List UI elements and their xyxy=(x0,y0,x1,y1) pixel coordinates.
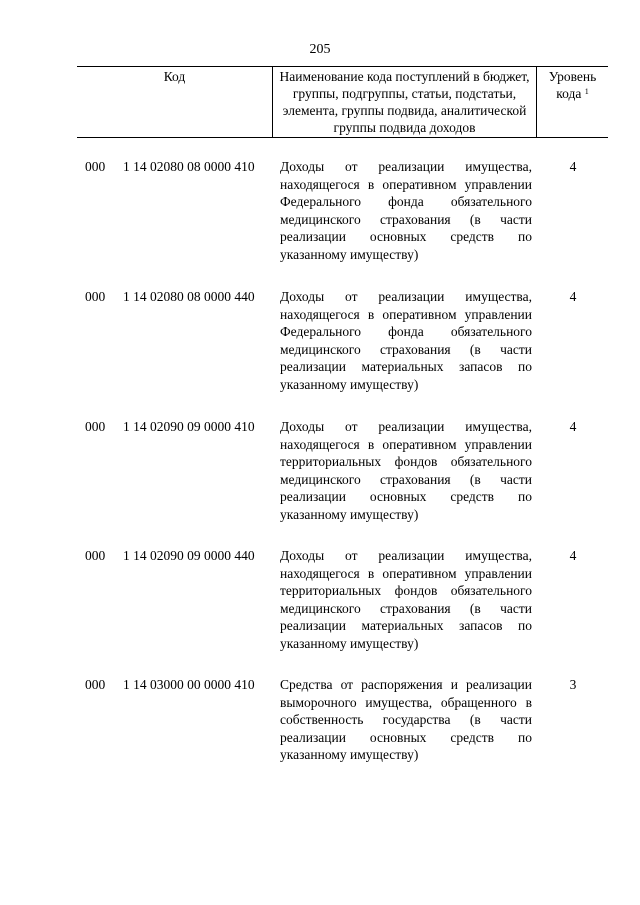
row-revenue-code: 1 14 02080 08 0000 410 xyxy=(123,159,255,174)
row-level: 3 xyxy=(569,677,577,692)
row-admin-code: 000 xyxy=(85,548,106,563)
row-admin-code: 000 xyxy=(85,677,106,692)
page-number: 205 xyxy=(309,42,331,57)
header-level-label: Уровень кода xyxy=(548,69,597,101)
row-admin-code: 000 xyxy=(85,289,106,304)
row-level: 4 xyxy=(569,548,577,563)
row-admin-code: 000 xyxy=(85,159,106,174)
row-description: Средства от распоряжения и реализации выморочного имущества, обращенного в собственность государства (в части реализации основных средств по указанному имуществу) xyxy=(280,677,532,763)
row-admin-code: 000 xyxy=(85,419,106,434)
row-revenue-code: 1 14 02090 09 0000 410 xyxy=(123,419,255,434)
header-name: Наименование кода поступлений в бюджет, группы, подгруппы, статьи, подстатьи, элемента, группы подвида, аналитической группы подвида доходов xyxy=(273,67,537,137)
header-level xyxy=(537,67,608,137)
row-level: 4 xyxy=(569,159,577,174)
row-description: Доходы от реализации имущества, находящегося в оперативном управлении территориальных фондов обязательного медицинского страхования (в части реализации материальных запасов по указанному имуществу) xyxy=(280,548,532,651)
header-code: Код xyxy=(77,67,273,137)
row-revenue-code: 1 14 02090 09 0000 440 xyxy=(123,548,255,563)
row-revenue-code: 1 14 02080 08 0000 440 xyxy=(123,289,255,304)
row-level: 4 xyxy=(569,289,577,304)
row-revenue-code: 1 14 03000 00 0000 410 xyxy=(123,677,255,692)
row-level: 4 xyxy=(569,419,577,434)
row-description: Доходы от реализации имущества, находящегося в оперативном управлении Федерального фонда обязательного медицинского страхования (в части реализации основных средств по указанному имуществу) xyxy=(280,159,532,262)
header-level-footnote: 1 xyxy=(584,87,589,96)
table-header xyxy=(77,66,608,138)
row-description: Доходы от реализации имущества, находящегося в оперативном управлении территориальных фондов обязательного медицинского страхования (в части реализации основных средств по указанному имуществу) xyxy=(280,419,532,522)
row-description: Доходы от реализации имущества, находящегося в оперативном управлении Федерального фонда обязательного медицинского страхования (в части реализации материальных запасов по указанному имуществу) xyxy=(280,289,532,392)
